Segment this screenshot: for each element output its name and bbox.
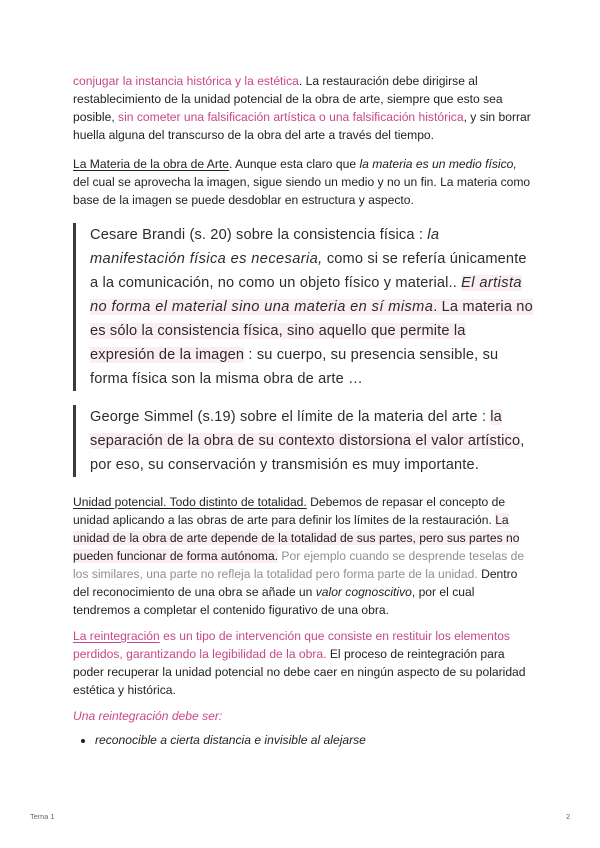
highlight-text: La unidad de la obra de arte depende de la totalidad de sus partes, pero sus partes no pueden funcionar de forma autónoma.: [73, 513, 520, 563]
italic-text: la materia es un medio físico,: [359, 157, 517, 171]
quote-text: como si se refería únicamente a la comunicación, no como un objeto físico y material..: [90, 251, 527, 291]
paragraph-reintegracion: [73, 627, 533, 699]
body-text: Dentro del reconocimiento de una obra se añade un: [73, 567, 518, 599]
gray-text: Por ejemplo cuando se desprende teselas de los similares, una parte no refleja la totalidad pero forma parte de la unidad.: [73, 549, 525, 581]
document-body: [73, 72, 533, 749]
quote-text: Cesare Brandi (s. 20) sobre la consistencia física :: [90, 227, 428, 243]
list-item: • reconocible a cierta distancia e invisible al alejarse: [95, 731, 533, 749]
quote-brandi: [73, 223, 533, 391]
quote-simmel: [73, 405, 533, 477]
page-number: 2: [566, 812, 571, 821]
body-text: del cual se aprovecha la imagen, sigue siendo un medio y no un fin. La materia como base de la imagen se puede desdoblar en estructura y aspecto.: [73, 175, 531, 207]
section-heading-unidad: Unidad potencial. Todo distinto de totalidad.: [73, 495, 307, 509]
quote-highlight: la separación de la obra de su contexto distorsiona el valor artístico: [90, 409, 521, 449]
section-heading-materia: La Materia de la obra de Arte: [73, 157, 229, 171]
reintegration-intro: Una reintegración debe ser:: [73, 709, 223, 723]
highlight-text: conjugar la instancia histórica y la estética: [73, 74, 299, 88]
highlight-text: es un tipo de intervención que consiste en restituir los elementos perdidos, garantizando la legibilidad de la obra.: [73, 629, 510, 661]
quote-italic: la manifestación física es necesaria,: [90, 227, 440, 267]
paragraph-materia: [73, 155, 533, 209]
body-text: Debemos de repasar el concepto de unidad aplicando a las obras de arte para definir los límites de la restauración.: [73, 495, 506, 527]
body-text: , por el cual tendremos a completar el contenido figurativo de una obra.: [73, 585, 475, 617]
section-heading-reintegracion: La reintegración: [73, 629, 160, 643]
body-text: . La restauración debe dirigirse al restablecimiento de la unidad potencial de la obra de arte, siempre que esto sea posible,: [73, 74, 503, 124]
body-text: , y sin borrar huella alguna del transcurso de la obra del arte a través del tiempo.: [73, 110, 531, 142]
paragraph-restoration: [73, 72, 533, 144]
reintegration-list: [73, 731, 533, 749]
body-text: . Aunque esta claro que: [228, 157, 360, 171]
quote-text: , por eso, su conservación y transmisión es muy importante.: [90, 433, 525, 473]
quote-text: : su cuerpo, su presencia sensible, su forma física son la misma obra de arte …: [90, 347, 499, 387]
footer-chapter: Tema 1: [30, 812, 55, 821]
italic-text: valor cognoscitivo: [315, 585, 412, 599]
quote-highlight: . La materia no es sólo la consistencia física, sino aquello que permite la expresión de la imagen: [90, 299, 533, 363]
quote-text: George Simmel (s.19) sobre el límite de la materia del arte :: [90, 409, 491, 425]
quote-italic-highlight: El artista no forma el material sino una materia en sí misma: [90, 275, 522, 315]
body-text: El proceso de reintegración para poder recuperar la unidad potencial no debe caer en ningún aspecto de su polaridad estética y histórica.: [73, 647, 526, 697]
highlight-text: sin cometer una falsificación artística o una falsificación histórica: [118, 110, 464, 124]
paragraph-unidad: [73, 493, 533, 619]
